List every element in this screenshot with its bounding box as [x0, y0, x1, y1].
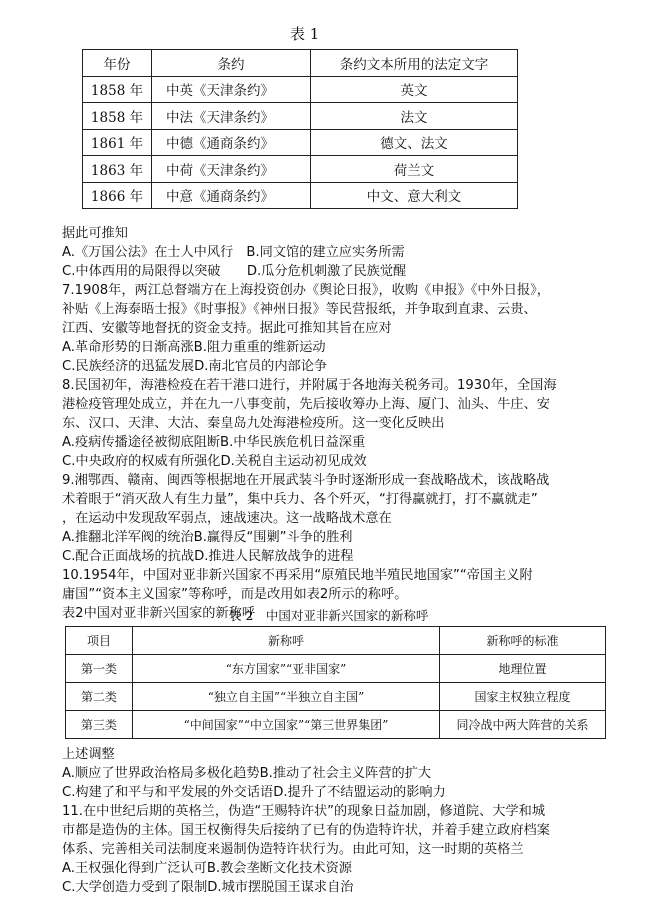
- table-cell: 1858 年: [83, 76, 152, 103]
- table2-caption-line: 表2中国对亚非新兴国家的新称呼: [62, 606, 256, 621]
- table-cell: 德文、法文: [311, 129, 518, 156]
- answer-option-line: C.配合正面战场的抗战D.推进人民解放战争的进程: [62, 549, 354, 564]
- table1-header-year: 年份: [83, 50, 152, 77]
- table2-header-standard: 新称呼的标准: [440, 627, 606, 655]
- question-text-line: 江西、安徽等地督抚的资金支持。据此可推知其旨在应对: [62, 321, 392, 336]
- answer-option-line: C.民族经济的迅猛发展D.南北官员的内部论争: [62, 359, 328, 374]
- table-cell: 1863 年: [83, 156, 152, 183]
- table-cell: 英文: [311, 76, 518, 103]
- table1-header-language: 条约文本所用的法定文字: [311, 50, 518, 77]
- table-row: [83, 182, 518, 209]
- table-row: [83, 129, 518, 156]
- table-cell: 第二类: [66, 683, 133, 711]
- question-text-line: 据此可推知: [62, 226, 128, 241]
- question-text-line: ，在运动中发现敌军弱点，速战速决。这一战略战术意在: [62, 511, 392, 526]
- question-text-line: 体系、完善相关司法制度来遏制伪造特许状行为。由此可知，这一时期的英格兰: [62, 842, 524, 857]
- table1: [82, 49, 518, 209]
- table1-header-treaty: 条约: [152, 50, 311, 77]
- table2: [65, 626, 606, 739]
- table1-header-row: [83, 50, 518, 77]
- answer-option-line: C.中央政府的权威有所强化D.关税自主运动初见成效: [62, 454, 367, 469]
- table-cell: 国家主权独立程度: [440, 683, 606, 711]
- question-text-line: 上述调整: [62, 747, 115, 762]
- question-text-line: 市都是造伪的主体。国王权衡得失后接纳了已有的伪造特许状，并着手建立政府档案: [62, 823, 550, 838]
- question-text-line: 11.在中世纪后期的英格兰，伪造“王赐特许状”的现象日益加剧，修道院、大学和城: [62, 804, 546, 819]
- question-text-line: 7.1908年，两江总督端方在上海投资创办《舆论日报》，收购《申报》《中外日报》，: [62, 283, 550, 298]
- answer-option-line: A.推翻北洋军阀的统治B.赢得反“围剿”斗争的胜利: [62, 530, 353, 545]
- table2-header-name: 新称呼: [133, 627, 440, 655]
- table-cell: 同冷战中两大阵营的关系: [440, 711, 606, 739]
- table-row: [83, 103, 518, 130]
- table2-header-item: 项目: [66, 627, 133, 655]
- table-cell: “独立自主国”“半独立自主国”: [133, 683, 440, 711]
- table-cell: 中文、意大利文: [311, 182, 518, 209]
- table-cell: 中法《天津条约》: [152, 103, 311, 130]
- table-cell: 中英《天津条约》: [152, 76, 311, 103]
- table-row: [66, 655, 606, 683]
- question-text-line: 9.湘鄂西、赣南、闽西等根据地在开展武装斗争时逐渐形成一套战略战术，该战略战: [62, 473, 550, 488]
- table1-title: 表 1: [290, 25, 320, 43]
- question-text-line: 8.民国初年，海港检疫在若干港口进行，并附属于各地海关税务司。1930年，全国海: [62, 378, 557, 393]
- table-row: [66, 711, 606, 739]
- table2-header-row: [66, 627, 606, 655]
- table-cell: 中意《通商条约》: [152, 182, 311, 209]
- answer-option-line: C.构建了和平与和平发展的外交话语D.提升了不结盟运动的影响力: [62, 785, 446, 800]
- table-cell: 法文: [311, 103, 518, 130]
- table-cell: “东方国家”“亚非国家”: [133, 655, 440, 683]
- answer-option-line: A.《万国公法》在士人中风行 B.同文馆的建立应实务所需: [62, 245, 405, 260]
- table-cell: 1858 年: [83, 103, 152, 130]
- table-cell: 第三类: [66, 711, 133, 739]
- answer-option-line: C.大学创造力受到了限制D.城市摆脱国王谋求自治: [62, 880, 354, 895]
- question-text-line: 东、汉口、天津、大沽、秦皇岛九处海港检疫所。这一变化反映出: [62, 416, 445, 431]
- question-text-line: 10.1954年，中国对亚非新兴国家不再采用“原殖民地半殖民地国家”“帝国主义附: [62, 568, 533, 583]
- question-text-line: 补贴《上海泰晤士报》《时事报》《神州日报》等民营报纸，并争取到直隶、云贵、: [62, 302, 537, 317]
- answer-option-line: C.中体西用的局限得以突破 D.瓜分危机刺激了民族觉醒: [62, 264, 407, 279]
- question-text-line: 港检疫管理处成立，并在九一八事变前，先后接收筹办上海、厦门、汕头、牛庄、安: [62, 397, 550, 412]
- table-cell: 地理位置: [440, 655, 606, 683]
- table-cell: “中间国家”“中立国家”“第三世界集团”: [133, 711, 440, 739]
- table-row: [66, 683, 606, 711]
- question-text-line: 庸国”“资本主义国家”等称呼，而是改用如表2所示的称呼。: [62, 587, 408, 602]
- table-row: [83, 76, 518, 103]
- table-cell: 第一类: [66, 655, 133, 683]
- table-cell: 1861 年: [83, 129, 152, 156]
- table-cell: 中荷《天津条约》: [152, 156, 311, 183]
- table-cell: 荷兰文: [311, 156, 518, 183]
- table-row: [83, 156, 518, 183]
- answer-option-line: A.王权强化得到广泛认可B.教会垄断文化技术资源: [62, 861, 352, 876]
- table-cell: 中德《通商条约》: [152, 129, 311, 156]
- table2-title: 表 2 中国对亚非新兴国家的新称呼: [229, 608, 429, 623]
- table-cell: 1866 年: [83, 182, 152, 209]
- answer-option-line: A.革命形势的日渐高涨B.阻力重重的维新运动: [62, 340, 326, 355]
- answer-option-line: A.顺应了世界政治格局多极化趋势B.推动了社会主义阵营的扩大: [62, 766, 432, 781]
- question-text-line: 术着眼于“消灭敌人有生力量”，集中兵力、各个歼灭，“打得赢就打，打不赢就走”: [62, 492, 538, 507]
- answer-option-line: A.疫病传播途径被彻底阻断B.中华民族危机日益深重: [62, 435, 366, 450]
